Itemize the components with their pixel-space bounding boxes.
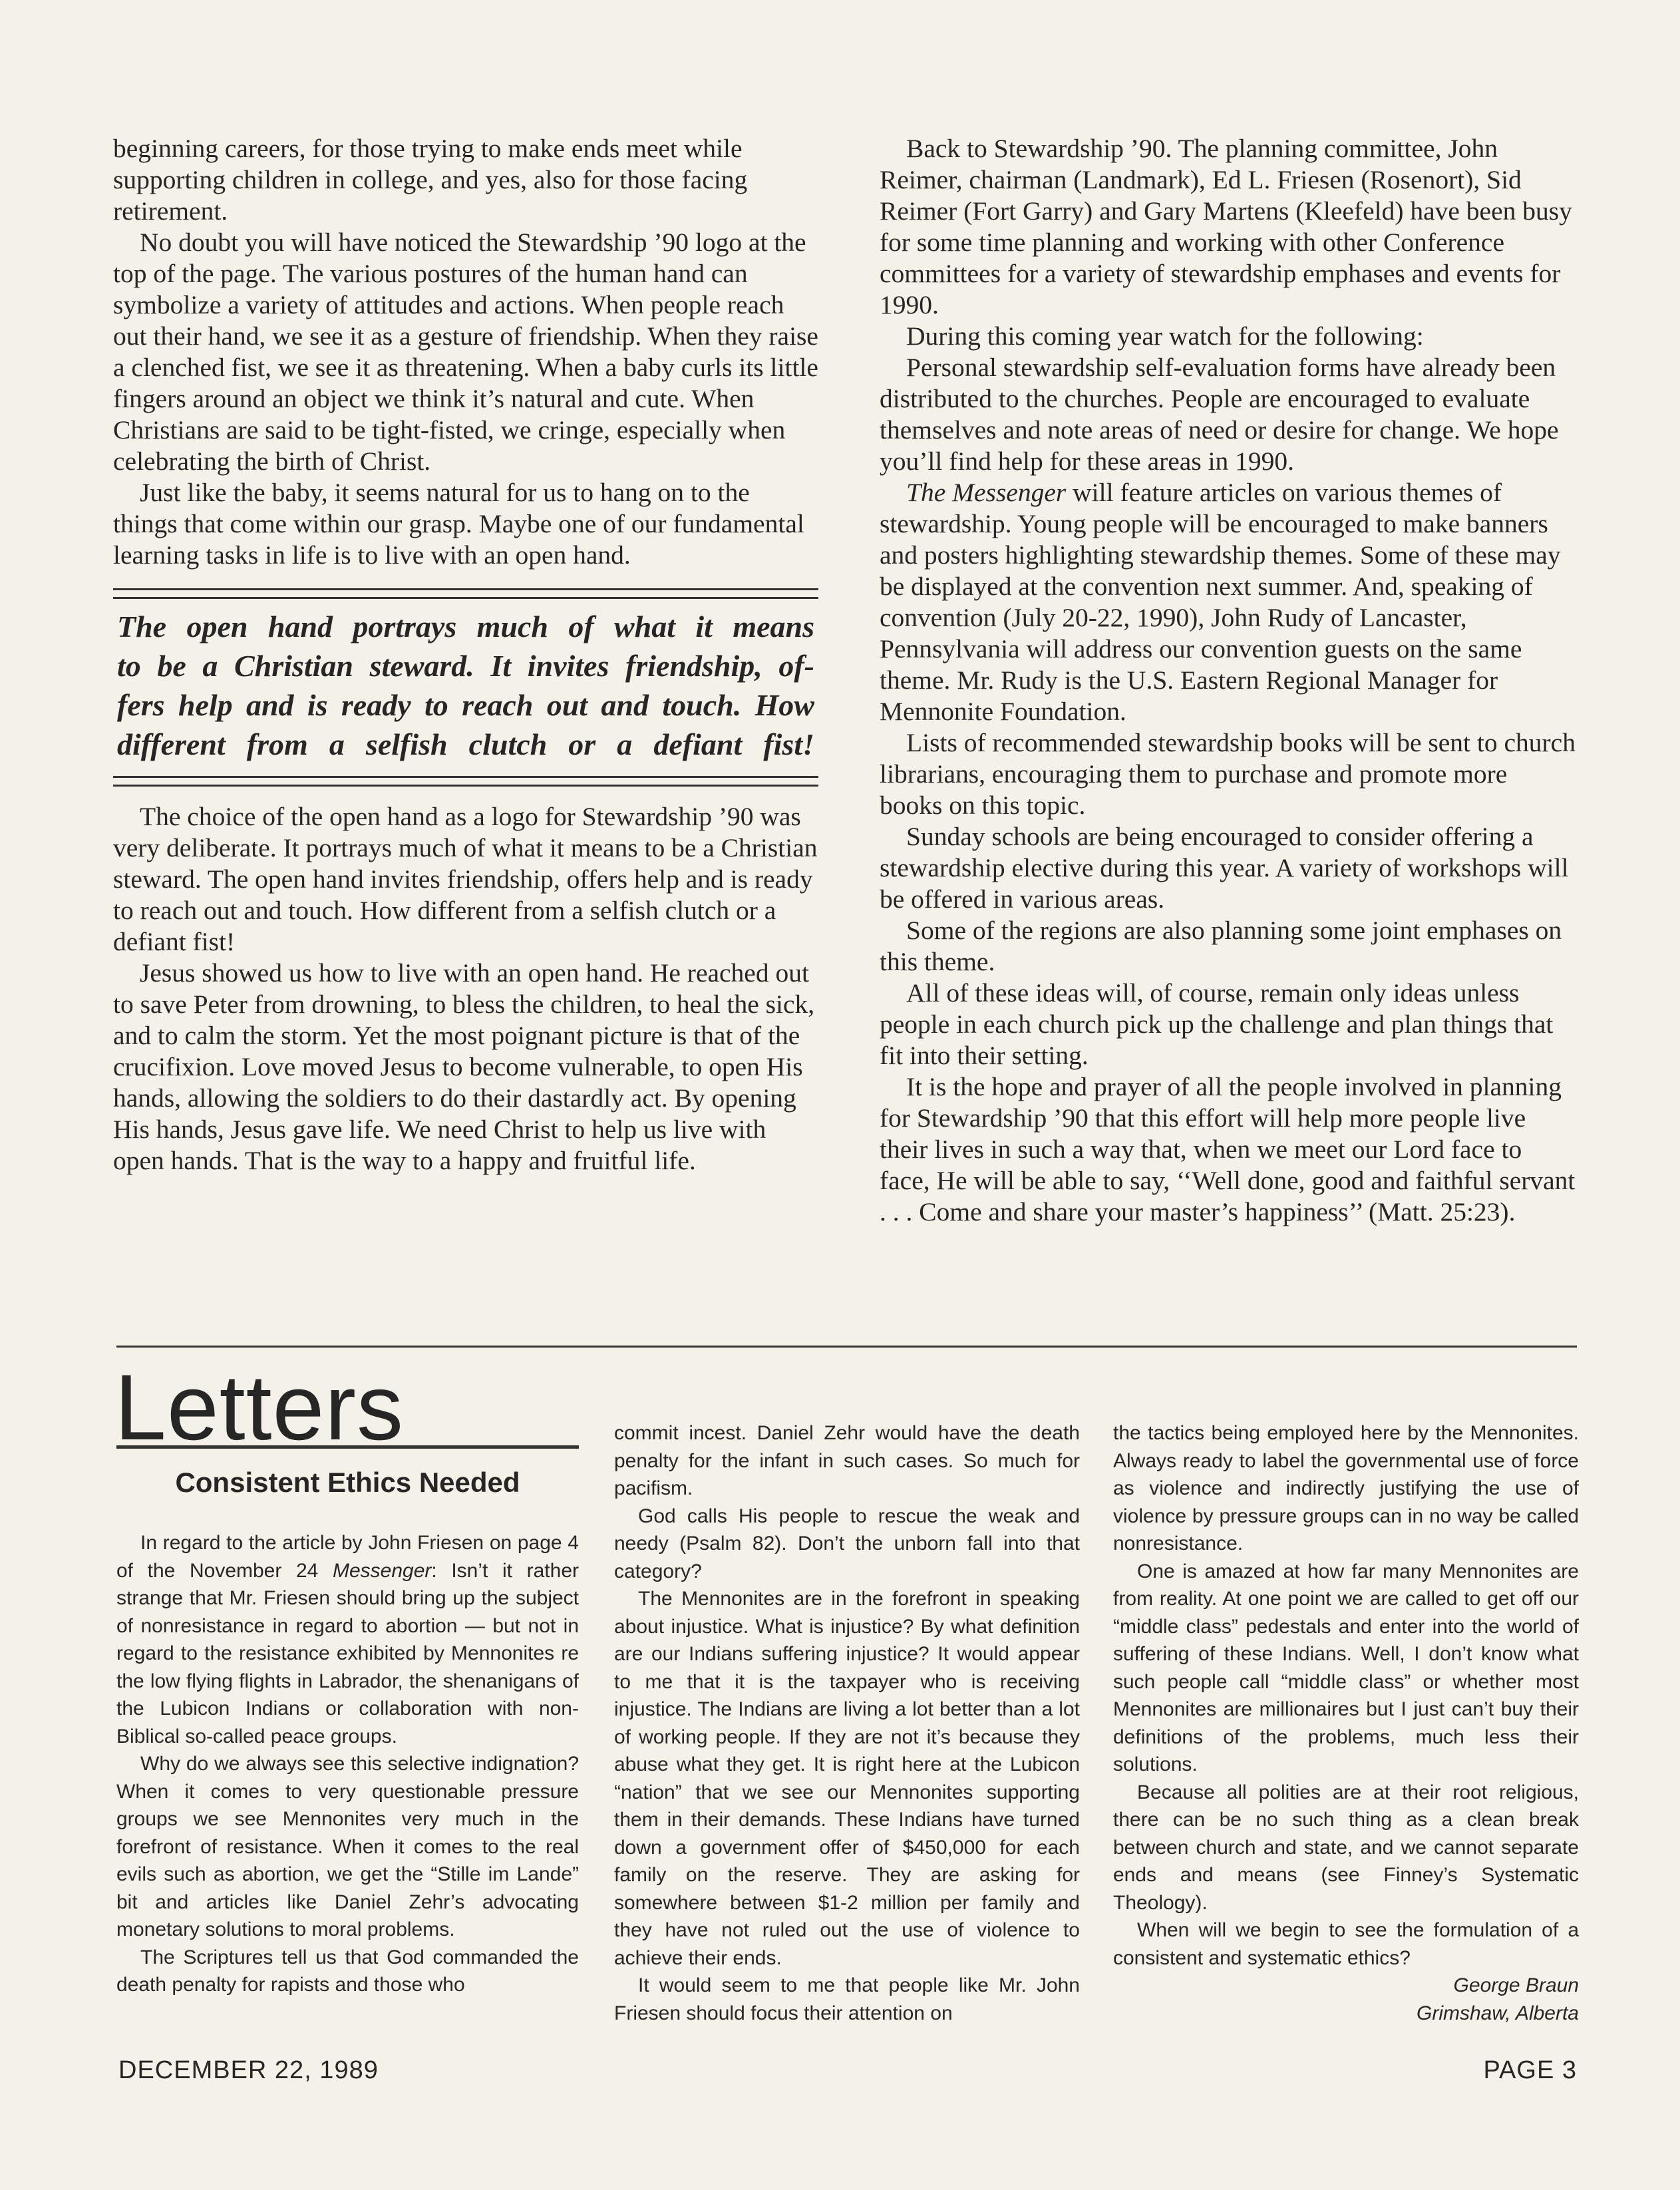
article-paragraph: It is the hope and prayer of all the people involved in planning for Stewardship ’90 that this effort will help more people live their lives in such a way that, when we meet our Lord face to face, He will be able to say, ‘‘Well done, good and faithful servant . . . Come and share your master’s happiness’’ (Matt. 25:23).	[880, 1072, 1576, 1226]
page-number: PAGE 3	[1483, 2056, 1577, 2084]
pullquote-line: fers help and is ready to reach out and touch. How	[117, 688, 814, 722]
article-paragraph: No doubt you will have noticed the Stewardship ’90 logo at the top of the page. The various postures of the human hand can symbolize a variety of attitudes and actions. When people reach out their hand, we see it as a gesture of friendship. When they raise a clenched fist, we see it as threatening. When a baby curls its little fingers around an object we think it’s natural and cute. When Christians are said to be tight-fisted, we cringe, especially when celebrating the birth of Christ.	[113, 228, 818, 476]
article-paragraph: All of these ideas will, of course, remain only ideas unless people in each church pick up the challenge and plan things that fit into their setting.	[880, 978, 1554, 1070]
letter-paragraph: commit incest. Daniel Zehr would have the death penalty for the infant in such cases. So much for pacifism.	[614, 1422, 1080, 1499]
article-paragraph: Just like the baby, it seems natural for us to hang on to the things that come within our grasp. Maybe one of our fundamental learning tasks in life is to live with an open hand.	[113, 478, 804, 570]
article-paragraph: During this coming year watch for the following:	[906, 321, 1424, 351]
letter-paragraph: God calls His people to rescue the weak and needy (Psalm 82). Don’t the unborn fall into that category?	[614, 1505, 1080, 1582]
article-paragraph: Sunday schools are being encouraged to consider offering a stewardship elective during this year. A variety of workshops will be offered in various areas.	[880, 822, 1569, 914]
letter-column-1	[116, 1529, 579, 1999]
article-paragraph: Back to Stewardship ’90. The planning committee, John Reimer, chairman (Landmark), Ed L. Friesen (Rosenort), Sid Reimer (Fort Garry) and Gary Martens (Kleefeld) have been busy for some time planning and working with other Conference committees for a variety of stewardship emphases and events for 1990.	[880, 134, 1572, 319]
letter-column-3	[1113, 1419, 1579, 2027]
article-paragraph: Some of the regions are also planning some joint emphases on this theme.	[880, 916, 1562, 976]
article-paragraph: beginning careers, for those trying to make ends meet while supporting children in college, and yes, also for those facing retirement.	[113, 134, 748, 226]
pullquote-line: to be a Christian steward. It invites friendship, of-	[117, 649, 814, 683]
article-column-right	[880, 133, 1576, 1228]
letters-heading: Letters	[114, 1355, 404, 1459]
article-column-left	[113, 133, 818, 1177]
letter-paragraph: the tactics being employed here by the Mennonites. Always ready to label the governmental use of force as violence and indirectly justifying the use of violence by pressure groups can in no way be called nonresistance.	[1113, 1422, 1579, 1554]
letter-column-2	[614, 1419, 1080, 2027]
letter-text: : Isn’t it rather strange that Mr. Friesen should bring up the subject of nonresistance in regard to abortion — but not in regard to the resistance exhibited by Mennonites re the low flying flights in Labrador, the shenanigans of the Lubicon Indians or collaboration with non-Biblical so-called peace groups.	[116, 1559, 579, 1747]
article-text: will feature articles on various themes of stewardship. Young people will be encouraged to make banners and posters highlighting stewardship themes. Some of these may be displayed at the convention next summer. And, speaking of convention (July 20-22, 1990), John Rudy of Lancaster, Pennsylvania will address our convention guests on the same theme. Mr. Rudy is the U.S. Eastern Regional Manager for Mennonite Foundation.	[880, 478, 1561, 726]
footer-date: DECEMBER 22, 1989	[118, 2056, 379, 2084]
letter-paragraph: The Mennonites are in the forefront in speaking about injustice. What is injustice? By what definition are our Indians suffering injustice? It would appear to me that it is the taxpayer who is receiving injustice. The Indians are living a lot better than a lot of working people. If they are not it’s because they abuse what they get. It is right here at the Lubicon “nation” that we see our Mennonites supporting them in their demands. These Indians have turned down a government offer of $450,000 for each family on the reserve. They are asking for somewhere between $1-2 million per family and they have not ruled out the use of violence to achieve their ends.	[614, 1588, 1080, 1969]
article-paragraph: Lists of recommended stewardship books will be sent to church librarians, encouraging them to purchase and promote more books on this topic.	[880, 728, 1576, 820]
letter-paragraph: It would seem to me that people like Mr. John Friesen should focus their attention on	[614, 1974, 1080, 2024]
pullquote-bottom-rule	[113, 776, 818, 787]
pullquote-line: The open hand portrays much of what it means	[117, 610, 814, 643]
section-divider	[116, 1346, 1577, 1348]
signature-name: George Braun	[1453, 1974, 1579, 1996]
publication-name: The Messenger	[906, 478, 1067, 507]
article-paragraph: Jesus showed us how to live with an open hand. He reached out to save Peter from drowning, to bless the children, to heal the sick, and to calm the storm. Yet the most poignant picture is that of the crucifixion. Love moved Jesus to become vulnerable, to open His hands, allowing the soldiers to do their dastardly act. By opening His hands, Jesus gave life. We need Christ to help us live with open hands. That is the way to a happy and fruitful life.	[113, 958, 815, 1175]
article-paragraph	[880, 477, 1576, 727]
letter-text: In regard to the article by John Friesen on page 4 of the November 24	[116, 1532, 579, 1582]
signature-place: Grimshaw, Alberta	[1417, 2002, 1579, 2024]
article-paragraph: Personal stewardship self-evaluation forms have already been distributed to the churches. People are encouraged to evaluate themselves and note areas of need or desire for change. We hope you’ll find help for these areas in 1990.	[880, 353, 1559, 476]
letter-paragraph: Why do we always see this selective indignation? When it comes to very questionable pressure groups we see Mennonites very much in the forefront of resistance. When it comes to the real evils such as abortion, we get the “Stille im Lande” bit and articles like Daniel Zehr’s advocating monetary solutions to moral problems.	[116, 1753, 579, 1940]
letter-paragraph: Because all polities are at their root religious, there can be no such thing as a clean break between church and state, and we cannot separate ends and means (see Finney’s Systematic Theology).	[1113, 1781, 1579, 1914]
pullquote-top-rule	[113, 588, 818, 599]
letter-paragraph: One is amazed at how far many Mennonites are from reality. At one point we are called to get off our “middle class” pedestals and enter into the world of suffering of these Indians. Well, I don’t know what such people call “middle class” or whether most Mennonites are millionaires but I just can’t buy their definitions of the problems, much less their solutions.	[1113, 1560, 1579, 1775]
letters-heading-underline	[116, 1445, 579, 1449]
pullquote-line: different from a selfish clutch or a defiant fist!	[117, 727, 814, 761]
letter-paragraph: When will we begin to see the formulation of a consistent and systematic ethics?	[1113, 1919, 1579, 1969]
publication-name: Messenger	[332, 1559, 432, 1582]
article-paragraph: The choice of the open hand as a logo for Stewardship ’90 was very deliberate. It portrays much of what it means to be a Christian steward. The open hand invites friendship, offers help and is ready to reach out and touch. How different from a selfish clutch or a defiant fist!	[113, 802, 818, 956]
letter-title: Consistent Ethics Needed	[175, 1467, 520, 1498]
pullquote	[113, 607, 818, 764]
letter-paragraph: The Scriptures tell us that God commanded the death penalty for rapists and those who	[116, 1946, 579, 1996]
letter-paragraph	[116, 1529, 579, 1750]
